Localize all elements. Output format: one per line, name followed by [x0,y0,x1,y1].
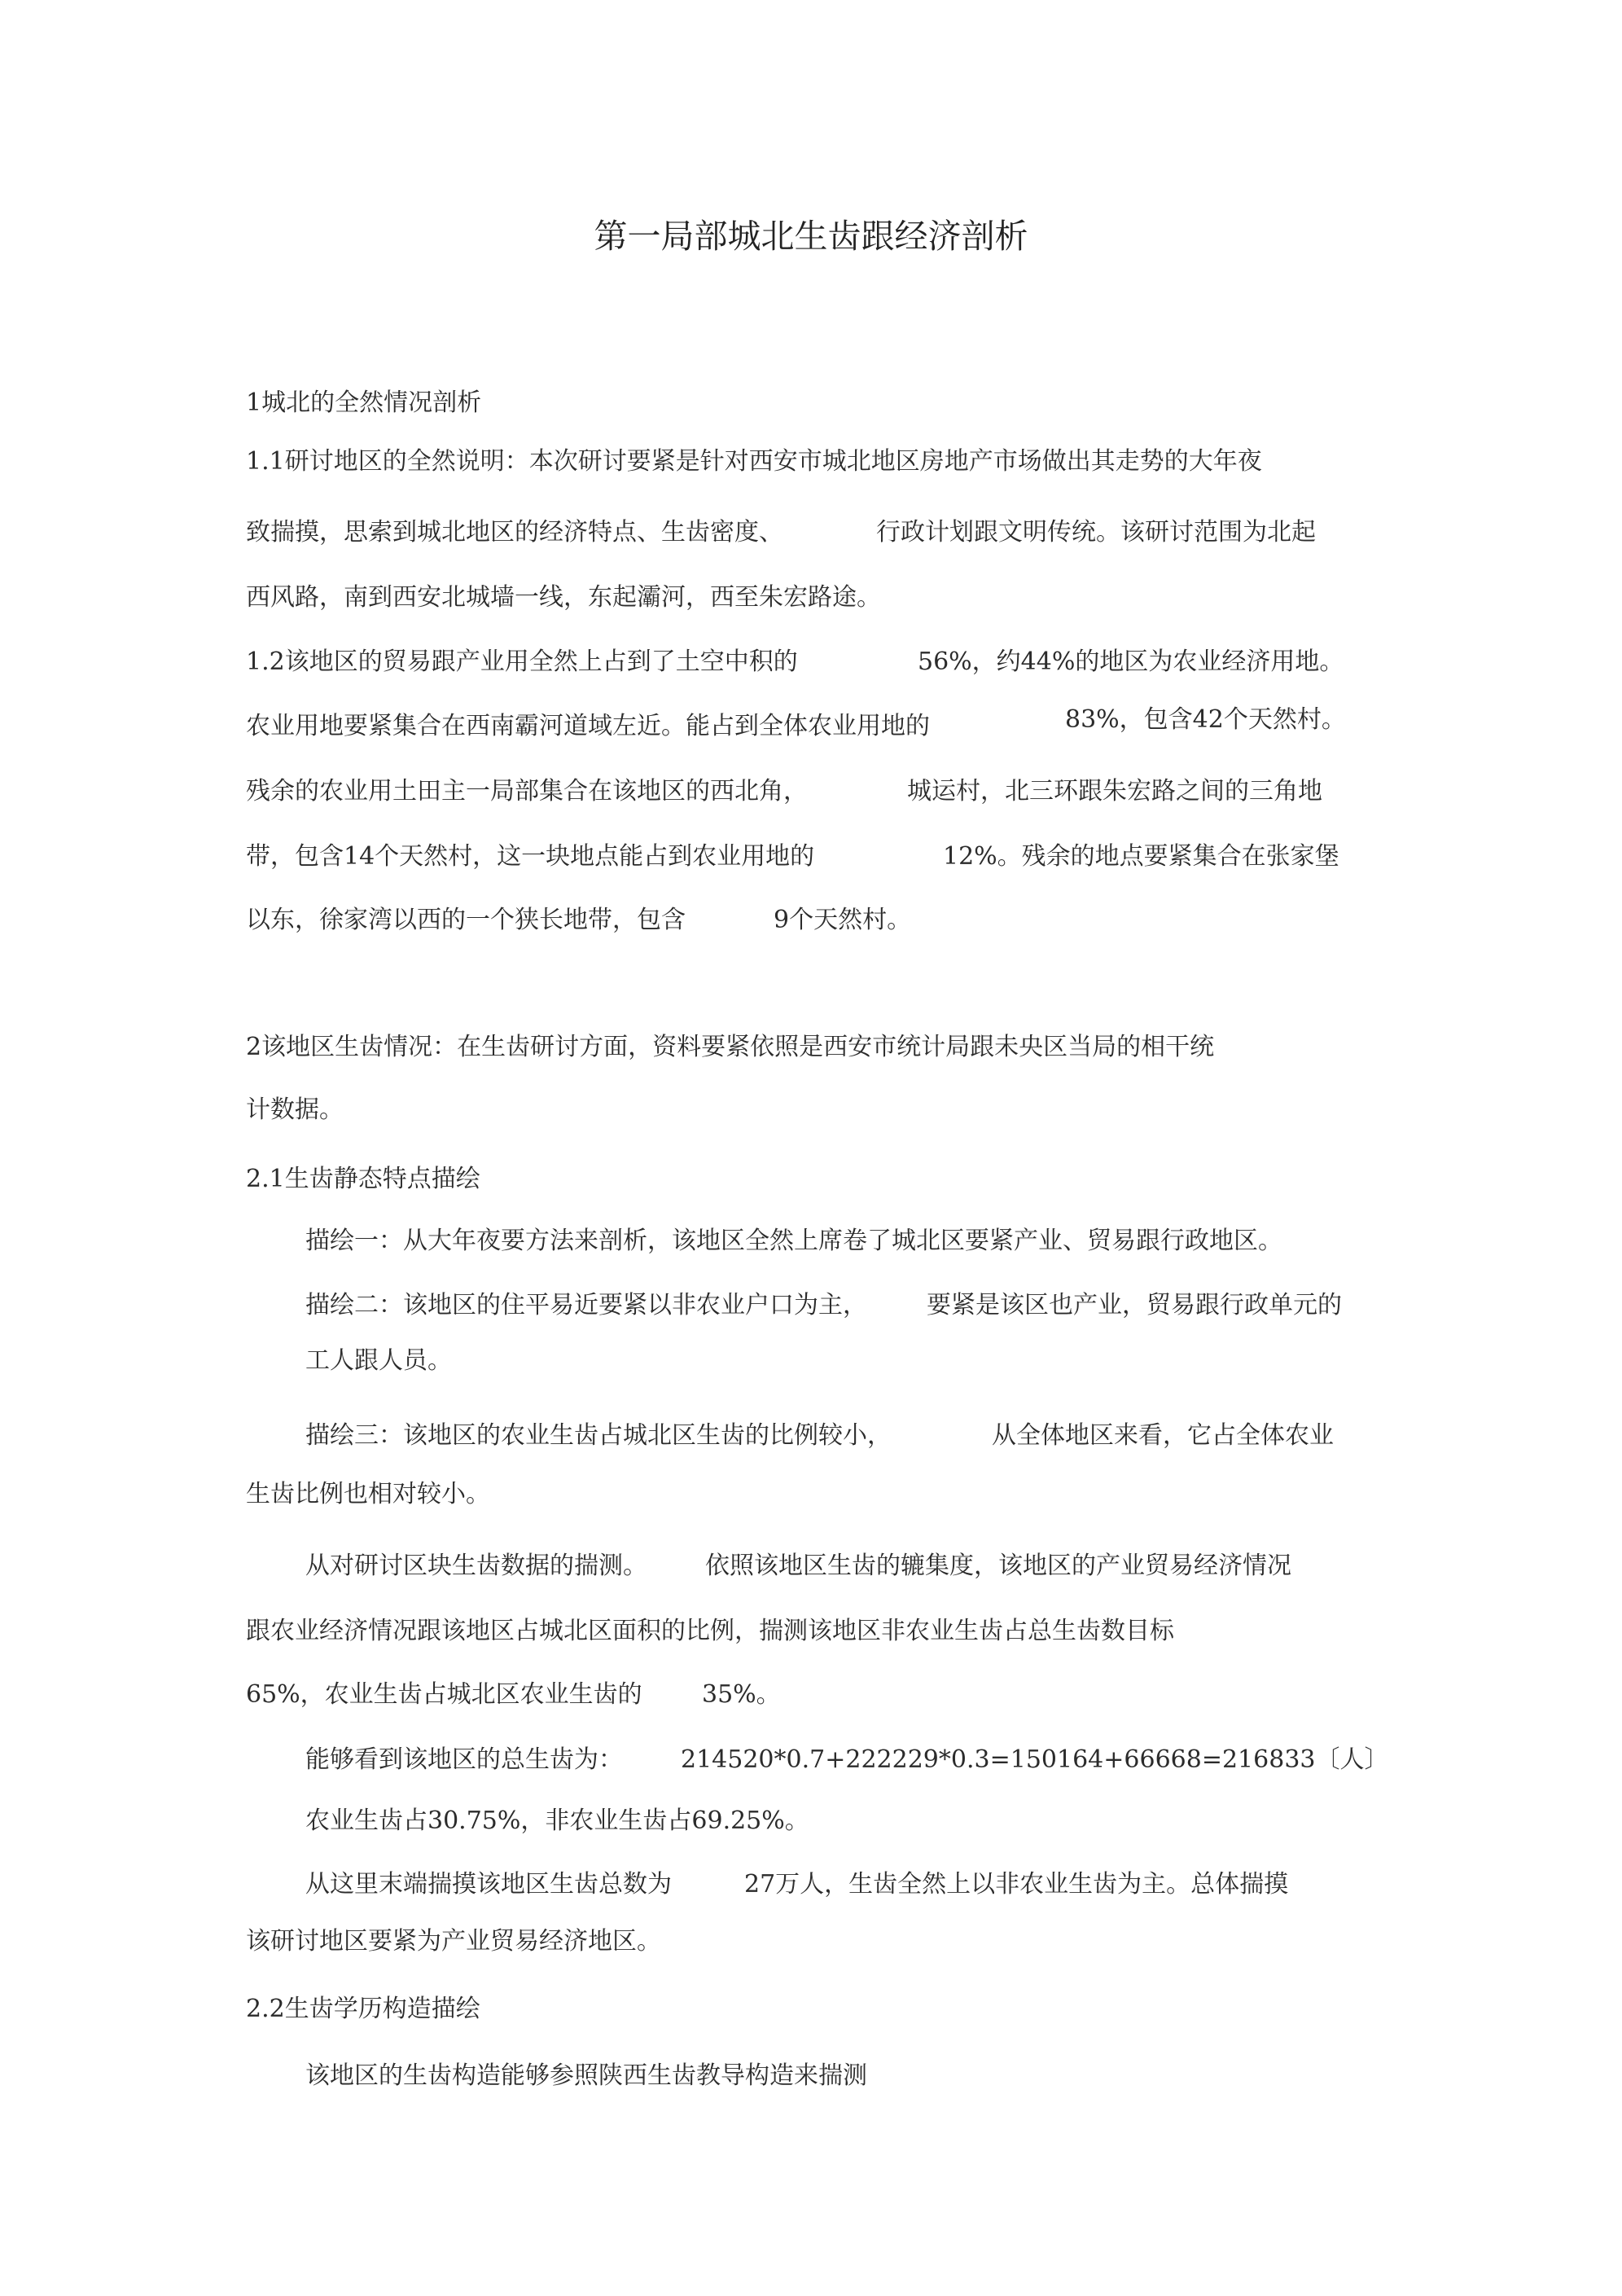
paragraph-line: 27万人，生齿全然上以非农业生齿为主。总体揣摸 [744,1870,1289,1899]
paragraph-line: 12%。残余的地点要紧集合在张家堡 [943,842,1339,871]
subsection-heading: 2.1生齿静态特点描绘 [246,1165,480,1193]
section-heading-2: 2该地区生齿情况：在生齿研讨方面，资料要紧依照是西安市统计局跟未央区当局的相干统 [246,1033,1215,1061]
paragraph-line: 城运村，北三环跟朱宏路之间的三角地 [907,777,1322,806]
section-heading-1: 1城北的全然情况剖析 [246,389,482,417]
paragraph-line: 跟农业经济情况跟该地区占城北区面积的比例，揣测该地区非农业生齿占总生齿数目标 [246,1617,1174,1645]
paragraph-line: 83%，包含42个天然村。 [1065,705,1346,734]
paragraph-line: 35%。 [702,1680,781,1709]
paragraph-line: 描绘二：该地区的住平易近要紧以非农业户口为主， [305,1291,867,1319]
paragraph-line: 1.1研讨地区的全然说明：本次研讨要紧是针对西安市城北地区房地产市场做出其走势的大年夜 [246,447,1262,476]
paragraph-line: 要紧是该区也产业，贸易跟行政单元的 [927,1291,1342,1319]
paragraph-line: 行政计划跟文明传统。该研讨范围为北起 [876,518,1316,547]
paragraph-line: 65%，农业生齿占城北区农业生齿的 [246,1680,642,1709]
paragraph-line: 西风路，南到西安北城墙一线，东起灞河，西至朱宏路途。 [246,583,881,612]
paragraph-line: 依照该地区生齿的辘集度，该地区的产业贸易经济情况 [705,1552,1291,1580]
paragraph-line: 从这里末端揣摸该地区生齿总数为 [305,1870,672,1899]
paragraph-line: 9个天然村。 [774,906,912,934]
paragraph-line: 1.2该地区的贸易跟产业用全然上占到了土空中积的 [246,648,798,676]
paragraph-line: 残余的农业用土田主一局部集合在该地区的西北角， [246,777,808,806]
paragraph-line: 描绘一：从大年夜要方法来剖析，该地区全然上席卷了城北区要紧产业、贸易跟行政地区。 [305,1227,1282,1255]
formula-line: 214520*0.7+222229*0.3=150164+66668=216833〔人〕 [681,1745,1389,1774]
paragraph-line: 计数据。 [246,1095,344,1124]
document-title: 第一局部城北生齿跟经济剖析 [594,217,1028,256]
paragraph-line: 能够看到该地区的总生齿为： [305,1745,623,1774]
paragraph-line: 描绘三：该地区的农业生齿占城北区生齿的比例较小， [305,1421,892,1450]
paragraph-line: 生齿比例也相对较小。 [246,1480,490,1508]
paragraph-line: 农业生齿占30.75%，非农业生齿占69.25%。 [305,1807,809,1835]
paragraph-line: 工人跟人员。 [305,1346,452,1375]
paragraph-line: 以东，徐家湾以西的一个狭长地带，包含 [246,906,686,934]
paragraph-line: 农业用地要紧集合在西南霸河道域左近。能占到全体农业用地的 [246,712,930,740]
paragraph-line: 该研讨地区要紧为产业贸易经济地区。 [246,1927,661,1956]
subsection-heading: 2.2生齿学历构造描绘 [246,1995,480,2023]
paragraph-line: 该地区的生齿构造能够参照陕西生齿教导构造来揣测 [305,2061,867,2090]
paragraph-line: 从对研讨区块生齿数据的揣测。 [305,1552,647,1580]
paragraph-line: 56%，约44%的地区为农业经济用地。 [918,648,1344,676]
paragraph-line: 从全体地区来看，它占全体农业 [992,1421,1334,1450]
paragraph-line: 带，包含14个天然村，这一块地点能占到农业用地的 [246,842,815,871]
paragraph-line: 致揣摸，思索到城北地区的经济特点、生齿密度、 [246,518,783,547]
